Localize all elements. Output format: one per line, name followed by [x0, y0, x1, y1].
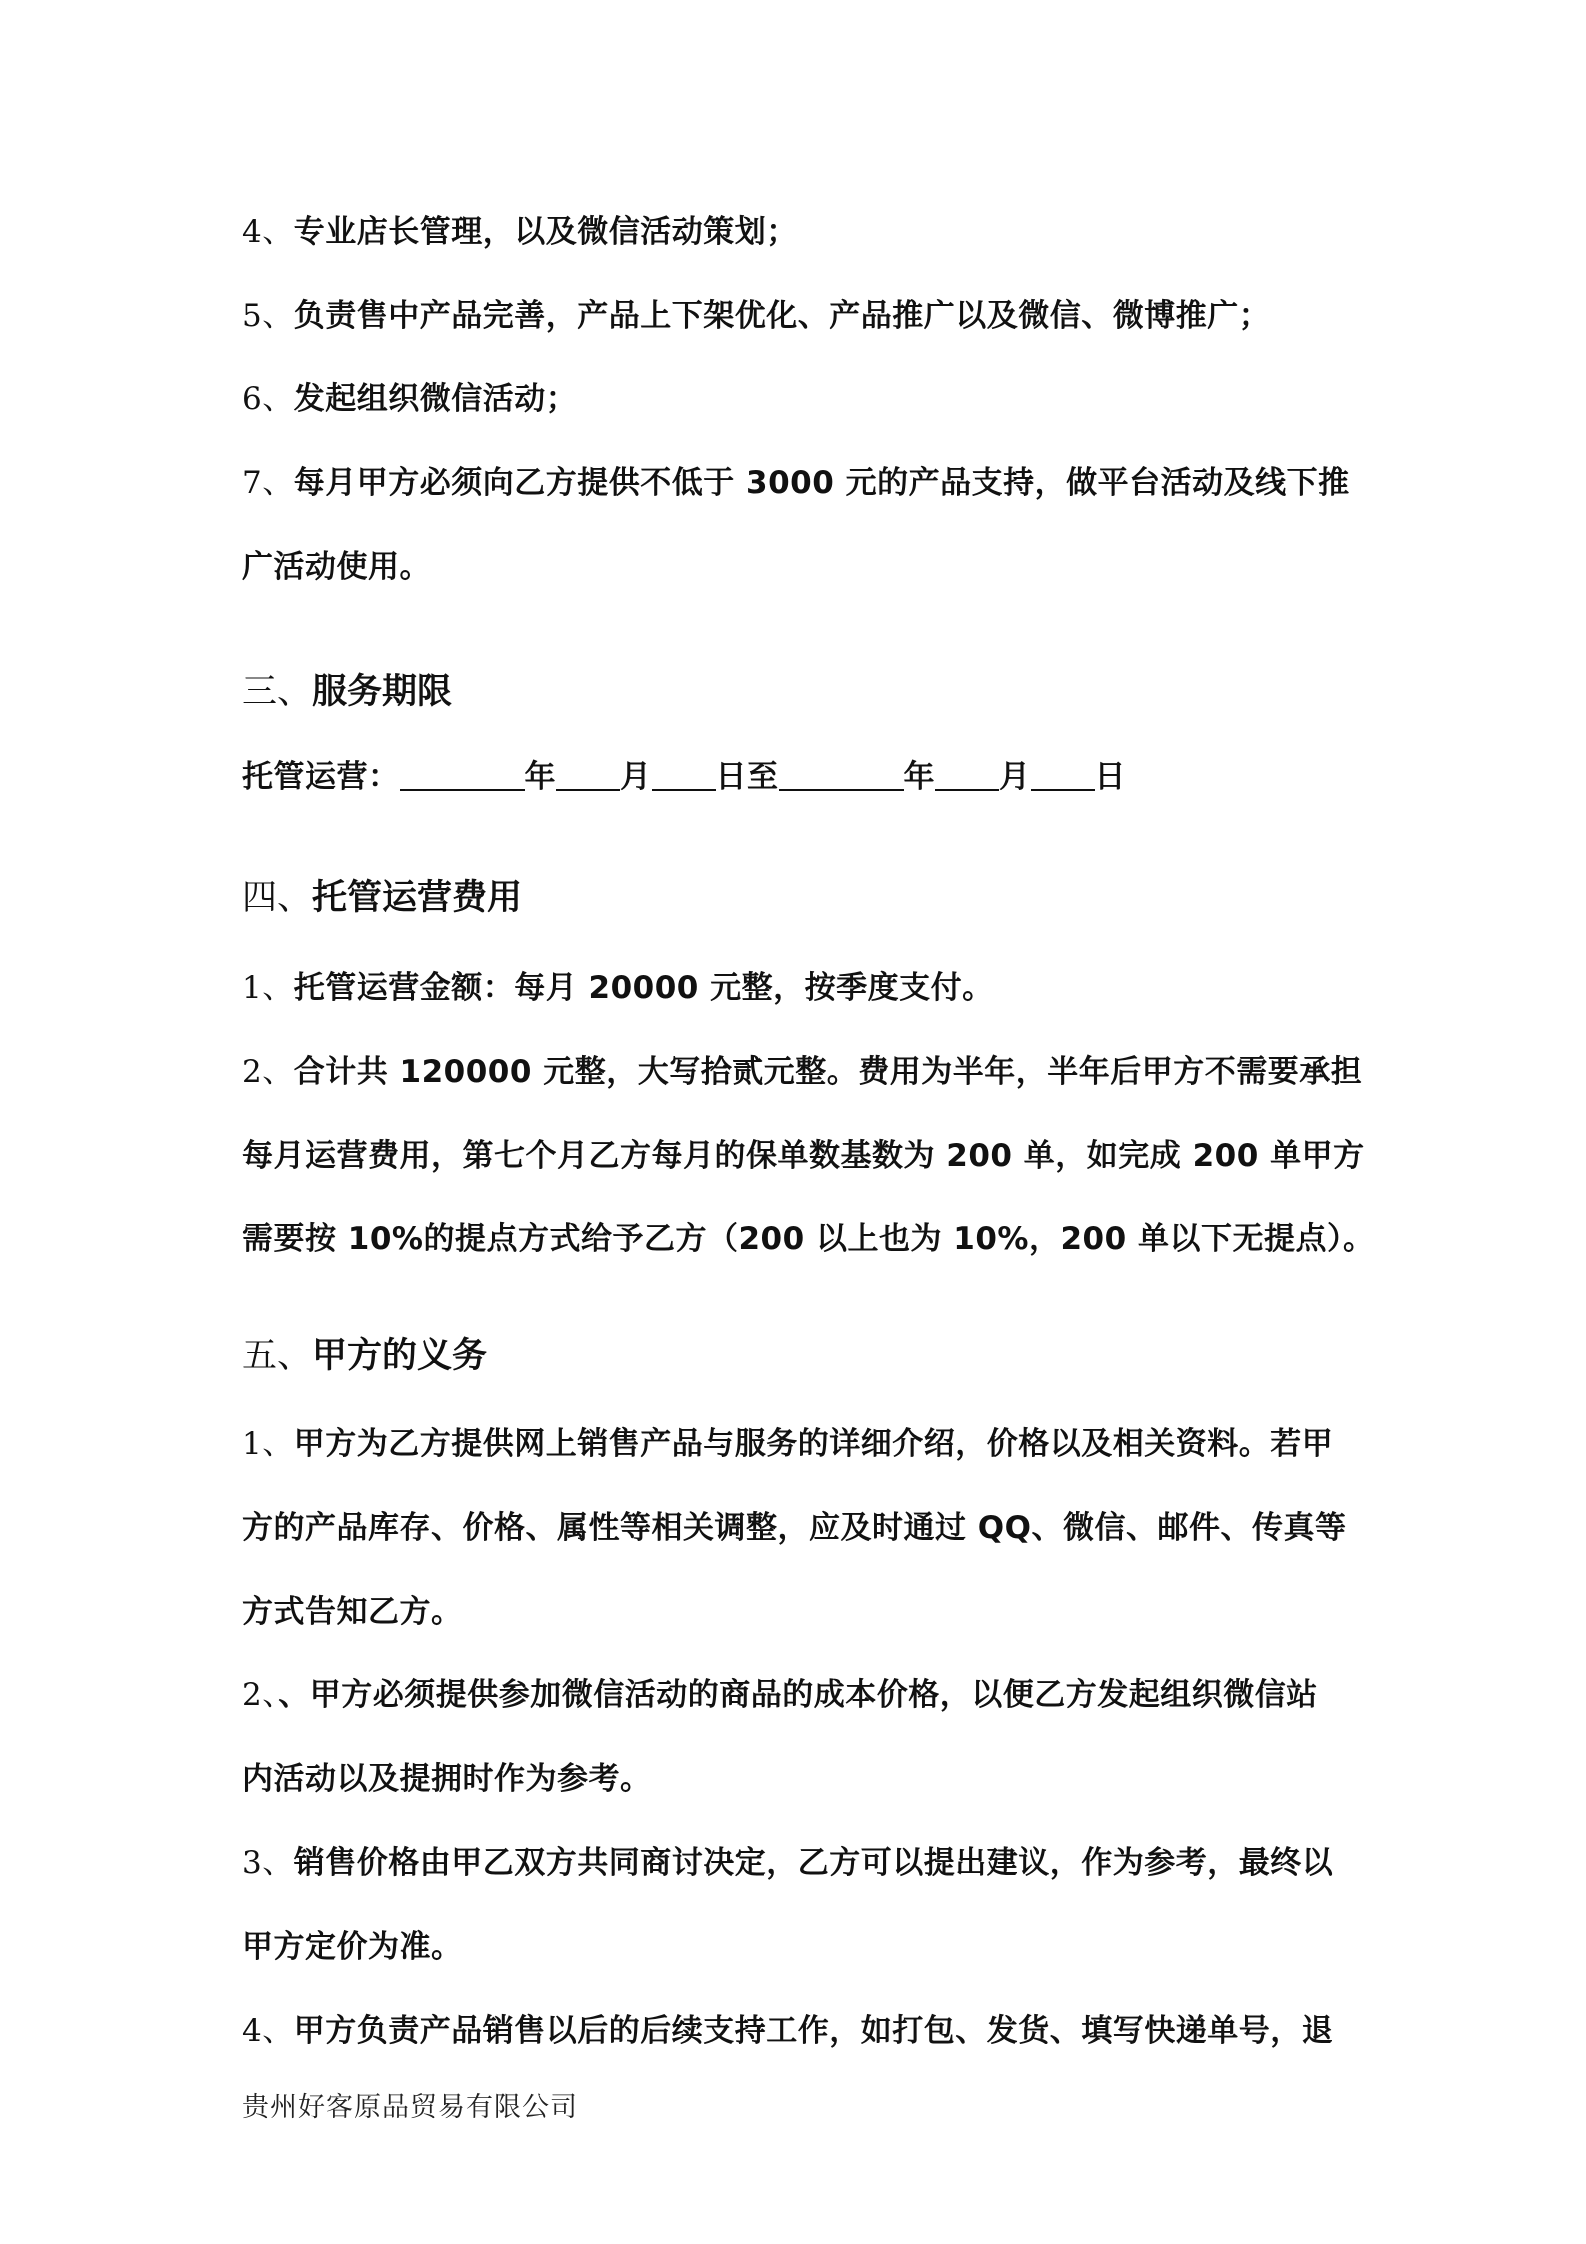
footer-company-name: 贵州好客原品贸易有限公司 — [242, 2092, 578, 2123]
item-text: 需要按 10%的提点方式给予乙方（200 以上也为 10%，200 单以下无提点）。 — [242, 1221, 1375, 1257]
list-item-continuation — [242, 1592, 1362, 1632]
heading-number: 三、 — [242, 672, 313, 712]
item-text: 每月运营费用，第七个月乙方每月的保单数基数为 200 单，如完成 200 单甲方 — [242, 1138, 1365, 1174]
item-number: 1、 — [242, 970, 294, 1006]
list-item-continuation — [242, 1219, 1375, 1259]
item-text: 甲方定价为准。 — [242, 1929, 463, 1965]
blank-start-year — [400, 759, 525, 791]
item-text: 负责售中产品完善，产品上下架优化、产品推广以及微信、微博推广； — [293, 298, 1271, 334]
list-item — [242, 296, 1362, 336]
item-number: 4、 — [242, 2013, 294, 2049]
item-number: 3、 — [242, 1845, 294, 1881]
blank-end-year — [779, 759, 904, 791]
item-text: 方式告知乙方。 — [242, 1594, 463, 1630]
list-item-continuation — [242, 1759, 1362, 1799]
item-text: 甲方负责产品销售以后的后续支持工作，如打包、发货、填写快递单号，退 — [293, 2013, 1334, 2049]
heading-number: 四、 — [242, 878, 313, 918]
month-label: 月 — [999, 759, 1031, 795]
item-number: 5、 — [242, 298, 294, 334]
day-label: 日 — [1094, 759, 1126, 795]
list-item — [242, 212, 1362, 252]
item-text: 甲方为乙方提供网上销售产品与服务的详细介绍，价格以及相关资料。若甲 — [293, 1426, 1334, 1462]
list-item — [242, 1675, 1362, 1715]
item-number: 6、 — [242, 381, 294, 417]
list-item — [242, 1052, 1362, 1092]
item-number: 2、 — [242, 1677, 279, 1713]
list-item-continuation — [242, 1927, 1362, 1967]
item-text: 专业店长管理，以及微信活动策划； — [293, 214, 798, 250]
term-label: 托管运营： — [242, 759, 400, 795]
blank-start-day — [652, 759, 716, 791]
heading-number: 五、 — [242, 1336, 313, 1376]
item-text: 每月甲方必须向乙方提供不低于 3000 元的产品支持，做平台活动及线下推 — [293, 465, 1350, 501]
list-item — [242, 379, 1362, 419]
blank-end-month — [935, 759, 999, 791]
heading-text: 服务期限 — [312, 672, 453, 712]
item-text: 、甲方必须提供参加微信活动的商品的成本价格，以便乙方发起组织微信站 — [278, 1677, 1318, 1713]
section-heading-service-term — [242, 670, 452, 714]
item-text: 发起组织微信活动； — [293, 381, 578, 417]
list-item — [242, 1843, 1362, 1883]
list-item-continuation — [242, 1136, 1365, 1176]
year-label: 年 — [903, 759, 935, 795]
item-text: 广活动使用。 — [242, 549, 431, 585]
item-number: 1、 — [242, 1426, 294, 1462]
item-text: 方的产品库存、价格、属性等相关调整，应及时通过 QQ、微信、邮件、传真等 — [242, 1510, 1347, 1546]
section-heading-fees — [242, 876, 522, 920]
list-item — [242, 1424, 1362, 1464]
item-text: 合计共 120000 元整，大写拾贰元整。费用为半年，半年后甲方不需要承担 — [293, 1054, 1363, 1090]
blank-start-month — [556, 759, 620, 791]
list-item — [242, 463, 1362, 503]
year-label: 年 — [524, 759, 556, 795]
list-item-continuation — [242, 1508, 1362, 1548]
heading-text: 托管运营费用 — [312, 878, 523, 918]
list-item — [242, 968, 1362, 1008]
item-text: 托管运营金额：每月 20000 元整，按季度支付。 — [293, 970, 994, 1006]
heading-text: 甲方的义务 — [312, 1336, 488, 1376]
item-number: 4、 — [242, 214, 294, 250]
blank-end-day — [1031, 759, 1095, 791]
list-item — [242, 2011, 1362, 2051]
item-text: 销售价格由甲乙双方共同商讨决定，乙方可以提出建议，作为参考，最终以 — [293, 1845, 1334, 1881]
list-item-continuation — [242, 547, 1362, 587]
item-text: 内活动以及提拥时作为参考。 — [242, 1761, 652, 1797]
item-number: 7、 — [242, 465, 294, 501]
month-label: 月 — [620, 759, 652, 795]
item-number: 2、 — [242, 1054, 294, 1090]
section-heading-party-a-obligations — [242, 1334, 487, 1378]
day-to-label: 日至 — [715, 759, 779, 795]
service-term-line — [242, 757, 1362, 797]
